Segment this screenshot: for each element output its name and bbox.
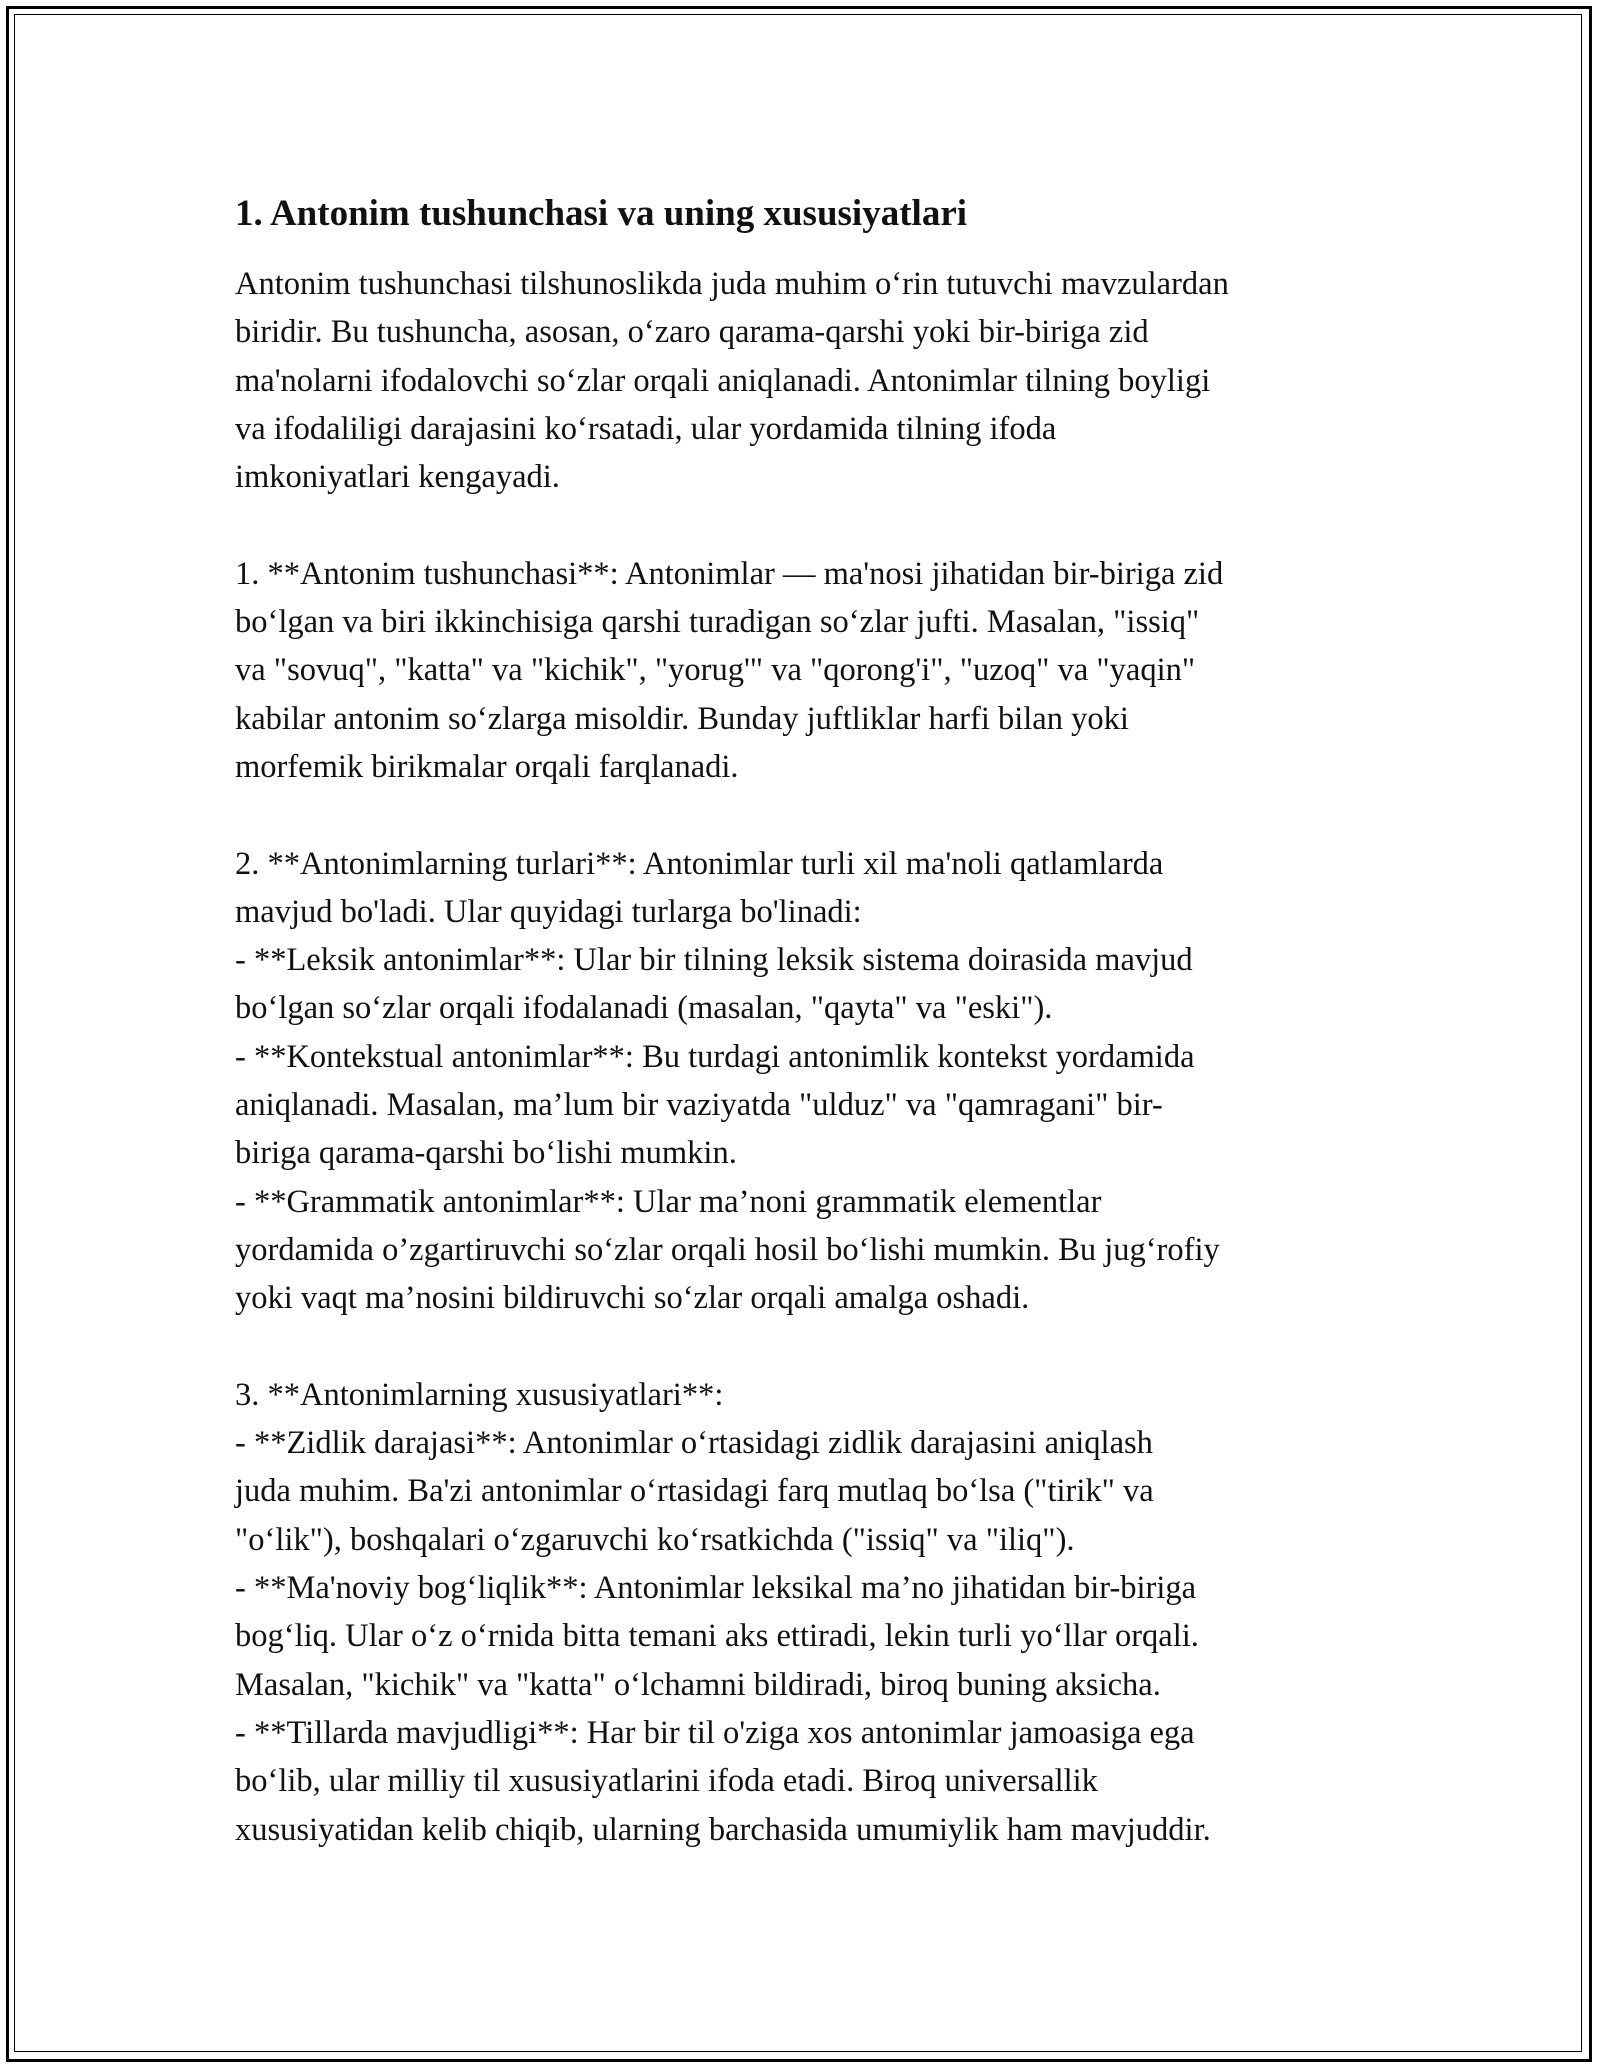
paragraph-spacer <box>235 501 1375 549</box>
section-2-paragraph: 2. **Antonimlarning turlari**: Antonimlar turli xil ma'noli qatlamlarda mavjud bo'ladi. Ular quyidagi turlarga bo'linadi: - **Leksik antonimlar**: Ular bir tilning leksik sistema doirasida mavjud bo‘lgan so‘zlar orqali ifodalanadi (masalan, "qayta" va "eski"). - **Kontekstual antonimlar**: Bu turdagi antonimlik kontekst yordamida aniqlanadi. Masalan, ma’lum bir vaziyatda "ulduz" va "qamragani" bir- biriga qarama-qarshi bo‘lishi mumkin. - **Grammatik antonimlar**: Ular ma’noni grammatik elementlar yordamida o’zgartiruvchi so‘zlar orqali hosil bo‘lishi mumkin. Bu jug‘rofiy yoki vaqt ma’nosini bildiruvchi so‘zlar orqali amalga oshadi. <box>235 845 1220 1317</box>
paragraph-spacer <box>235 1323 1375 1371</box>
document-body <box>235 188 1375 1854</box>
document-title: 1. Antonim tushunchasi va uning xususiyatlari <box>235 193 968 234</box>
section-1-paragraph: 1. **Antonim tushunchasi**: Antonimlar — ma'nosi jihatidan bir-biriga zid bo‘lgan va biri ikkinchisiga qarshi turadigan so‘zlar jufti. Masalan, "issiq" va "sovuq", "katta" va "kichik", "yorug'" va "qorong'i", "uzoq" va "yaqin" kabilar antonim so‘zlarga misoldir. Bunday juftliklar harfi bilan yoki morfemik birikmalar orqali farqlanadi. <box>235 555 1224 785</box>
paragraph-spacer <box>235 791 1375 839</box>
section-3-paragraph: 3. **Antonimlarning xususiyatlari**: - **Zidlik darajasi**: Antonimlar o‘rtasidagi zidlik darajasini aniqlash juda muhim. Ba'zi antonimlar o‘rtasidagi farq mutlaq bo‘lsa ("tirik" va "o‘lik"), boshqalari o‘zgaruvchi ko‘rsatkichda ("issiq" va "iliq"). - **Ma'noviy bog‘liqlik**: Antonimlar leksikal ma’no jihatidan bir-biriga bog‘liq. Ular o‘z o‘rnida bitta temani aks ettiradi, lekin turli yo‘llar orqali. Masalan, "kichik" va "katta" o‘lchamni bildiradi, biroq buning aksicha. - **Tillarda mavjudligi**: Har bir til o'ziga xos antonimlar jamoasiga ega bo‘lib, ular milliy til xususiyatlarini ifoda etadi. Biroq universallik xususiyatidan kelib chiqib, ularning barchasida umumiylik ham mavjuddir. <box>235 1376 1211 1848</box>
intro-paragraph: Antonim tushunchasi tilshunoslikda juda muhim o‘rin tutuvchi mavzulardan biridir. Bu tushuncha, asosan, o‘zaro qarama-qarshi yoki bir-biriga zid ma'nolarni ifodalovchi so‘zlar orqali aniqlanadi. Antonimlar tilning boyligi va ifodaliligi darajasini ko‘rsatadi, ular yordamida tilning ifoda imkoniyatlari kengayadi. <box>235 266 1229 496</box>
